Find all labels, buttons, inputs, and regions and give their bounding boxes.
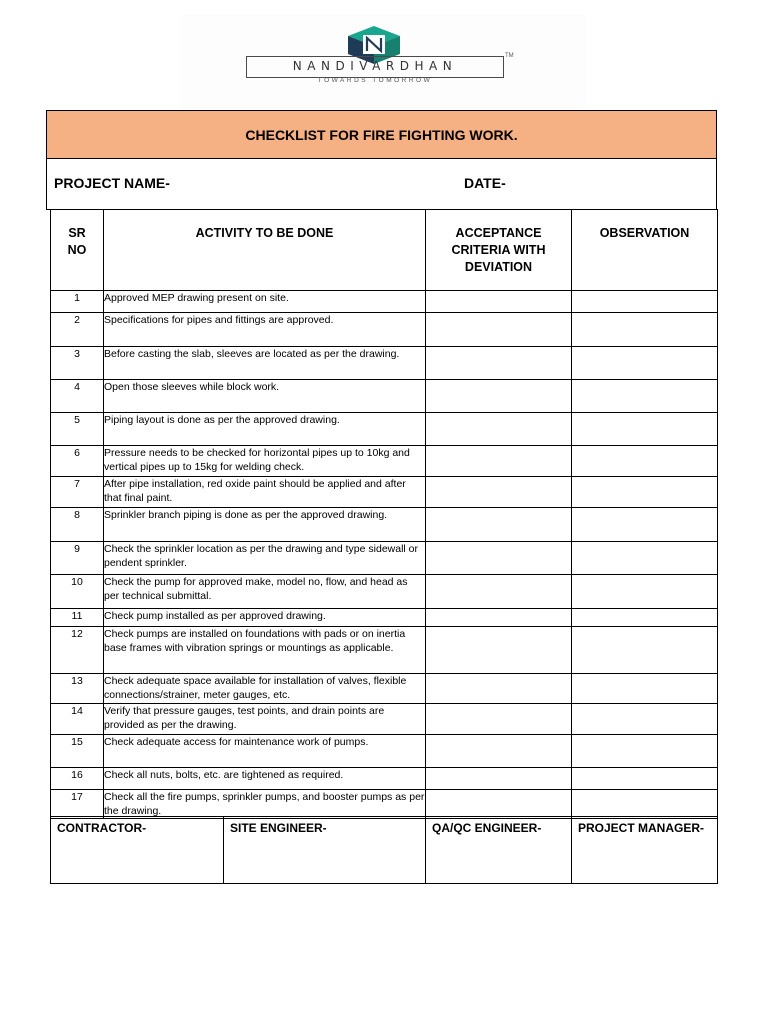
checklist-row xyxy=(51,542,718,575)
row-observation-cell xyxy=(572,313,718,347)
row-activity: Check adequate access for maintenance work of pumps. xyxy=(104,735,426,768)
row-observation-cell xyxy=(572,446,718,477)
row-observation-cell xyxy=(572,291,718,313)
signoff-table xyxy=(50,816,718,884)
row-activity: Check pump installed as per approved drawing. xyxy=(104,609,426,627)
company-name: NANDIVARDHAN xyxy=(246,56,504,78)
col-header-observation: OBSERVATION xyxy=(572,210,718,291)
row-acceptance-cell xyxy=(426,627,572,674)
row-observation-cell xyxy=(572,413,718,446)
row-observation-cell xyxy=(572,768,718,790)
row-activity: Check all nuts, bolts, etc. are tightened as required. xyxy=(104,768,426,790)
row-observation-cell xyxy=(572,704,718,735)
checklist-title: CHECKLIST FOR FIRE FIGHTING WORK. xyxy=(245,126,518,143)
row-acceptance-cell xyxy=(426,347,572,380)
checklist-row xyxy=(51,704,718,735)
row-sr-no: 15 xyxy=(51,735,104,768)
row-observation-cell xyxy=(572,790,718,819)
row-activity: Check the pump for approved make, model no, flow, and head as per technical submittal. xyxy=(104,575,426,609)
checklist-row xyxy=(51,575,718,609)
date-label: DATE- xyxy=(464,175,506,191)
checklist-title-bar xyxy=(46,110,717,159)
row-observation-cell xyxy=(572,347,718,380)
row-sr-no: 1 xyxy=(51,291,104,313)
row-observation-cell xyxy=(572,508,718,542)
row-sr-no: 13 xyxy=(51,674,104,704)
row-acceptance-cell xyxy=(426,477,572,508)
trademark-mark: TM xyxy=(505,53,514,59)
row-observation-cell xyxy=(572,575,718,609)
checklist-row xyxy=(51,508,718,542)
checklist-row xyxy=(51,291,718,313)
checklist-row xyxy=(51,347,718,380)
row-acceptance-cell xyxy=(426,413,572,446)
row-observation-cell xyxy=(572,627,718,674)
row-sr-no: 17 xyxy=(51,790,104,819)
row-acceptance-cell xyxy=(426,291,572,313)
row-activity: Sprinkler branch piping is done as per the approved drawing. xyxy=(104,508,426,542)
col-header-activity: ACTIVITY TO BE DONE xyxy=(104,210,426,291)
row-observation-cell xyxy=(572,674,718,704)
checklist-row xyxy=(51,674,718,704)
company-tagline: TOWARDS TOMORROW xyxy=(317,77,433,84)
checklist-row xyxy=(51,380,718,413)
row-sr-no: 11 xyxy=(51,609,104,627)
row-observation-cell xyxy=(572,542,718,575)
checklist-row xyxy=(51,477,718,508)
row-observation-cell xyxy=(572,609,718,627)
checklist-table xyxy=(50,209,718,819)
row-sr-no: 6 xyxy=(51,446,104,477)
project-info-row xyxy=(46,158,717,210)
row-acceptance-cell xyxy=(426,768,572,790)
row-activity: Before casting the slab, sleeves are located as per the drawing. xyxy=(104,347,426,380)
checklist-row xyxy=(51,609,718,627)
row-acceptance-cell xyxy=(426,674,572,704)
checklist-row xyxy=(51,413,718,446)
col-header-acceptance: ACCEPTANCE CRITERIA WITH DEVIATION xyxy=(426,210,572,291)
row-acceptance-cell xyxy=(426,735,572,768)
row-acceptance-cell xyxy=(426,790,572,819)
row-activity: Piping layout is done as per the approved drawing. xyxy=(104,413,426,446)
row-acceptance-cell xyxy=(426,446,572,477)
row-activity: Check all the fire pumps, sprinkler pumps, and booster pumps as per the drawing. xyxy=(104,791,425,817)
project-name-label: PROJECT NAME- xyxy=(54,175,170,191)
row-sr-no: 9 xyxy=(51,542,104,575)
row-acceptance-cell xyxy=(426,575,572,609)
checklist-row xyxy=(51,790,718,819)
checklist-row xyxy=(51,627,718,674)
row-sr-no: 2 xyxy=(51,313,104,347)
row-observation-cell xyxy=(572,735,718,768)
row-activity: Specifications for pipes and fittings are approved. xyxy=(104,313,426,347)
checklist-row xyxy=(51,446,718,477)
row-activity: Approved MEP drawing present on site. xyxy=(104,291,426,313)
row-acceptance-cell xyxy=(426,609,572,627)
row-activity: Pressure needs to be checked for horizontal pipes up to 10kg and vertical pipes up to 15kg for welding check. xyxy=(104,446,426,477)
row-sr-no: 3 xyxy=(51,347,104,380)
row-acceptance-cell xyxy=(426,380,572,413)
row-activity: Check the sprinkler location as per the drawing and type sidewall or pendent sprinkler. xyxy=(104,542,426,575)
row-sr-no: 12 xyxy=(51,627,104,674)
checklist-row xyxy=(51,313,718,347)
col-header-sr-no: SR NO xyxy=(51,210,104,291)
row-activity: Check adequate space available for installation of valves, flexible connections/strainer, meter gauges, etc. xyxy=(104,674,426,704)
row-sr-no: 16 xyxy=(51,768,104,790)
row-sr-no: 10 xyxy=(51,575,104,609)
row-acceptance-cell xyxy=(426,313,572,347)
row-sr-no: 7 xyxy=(51,477,104,508)
row-activity: Check pumps are installed on foundations with pads or on inertia base frames with vibration springs or mountings as applicable. xyxy=(104,627,426,674)
row-sr-no: 8 xyxy=(51,508,104,542)
row-activity: After pipe installation, red oxide paint should be applied and after that final paint. xyxy=(104,477,426,508)
qaqc-engineer-signoff: QA/QC ENGINEER- xyxy=(426,817,572,884)
project-manager-signoff: PROJECT MANAGER- xyxy=(572,817,718,884)
row-sr-no: 5 xyxy=(51,413,104,446)
checklist-row xyxy=(51,768,718,790)
row-observation-cell xyxy=(572,380,718,413)
row-observation-cell xyxy=(572,477,718,508)
row-sr-no: 14 xyxy=(51,704,104,735)
contractor-signoff: CONTRACTOR- xyxy=(51,817,224,884)
row-sr-no: 4 xyxy=(51,380,104,413)
row-acceptance-cell xyxy=(426,508,572,542)
row-activity: Verify that pressure gauges, test points, and drain points are provided as per the drawing. xyxy=(104,704,426,735)
row-acceptance-cell xyxy=(426,704,572,735)
checklist-row xyxy=(51,735,718,768)
row-acceptance-cell xyxy=(426,542,572,575)
site-engineer-signoff: SITE ENGINEER- xyxy=(224,817,426,884)
row-activity: Open those sleeves while block work. xyxy=(104,380,426,413)
